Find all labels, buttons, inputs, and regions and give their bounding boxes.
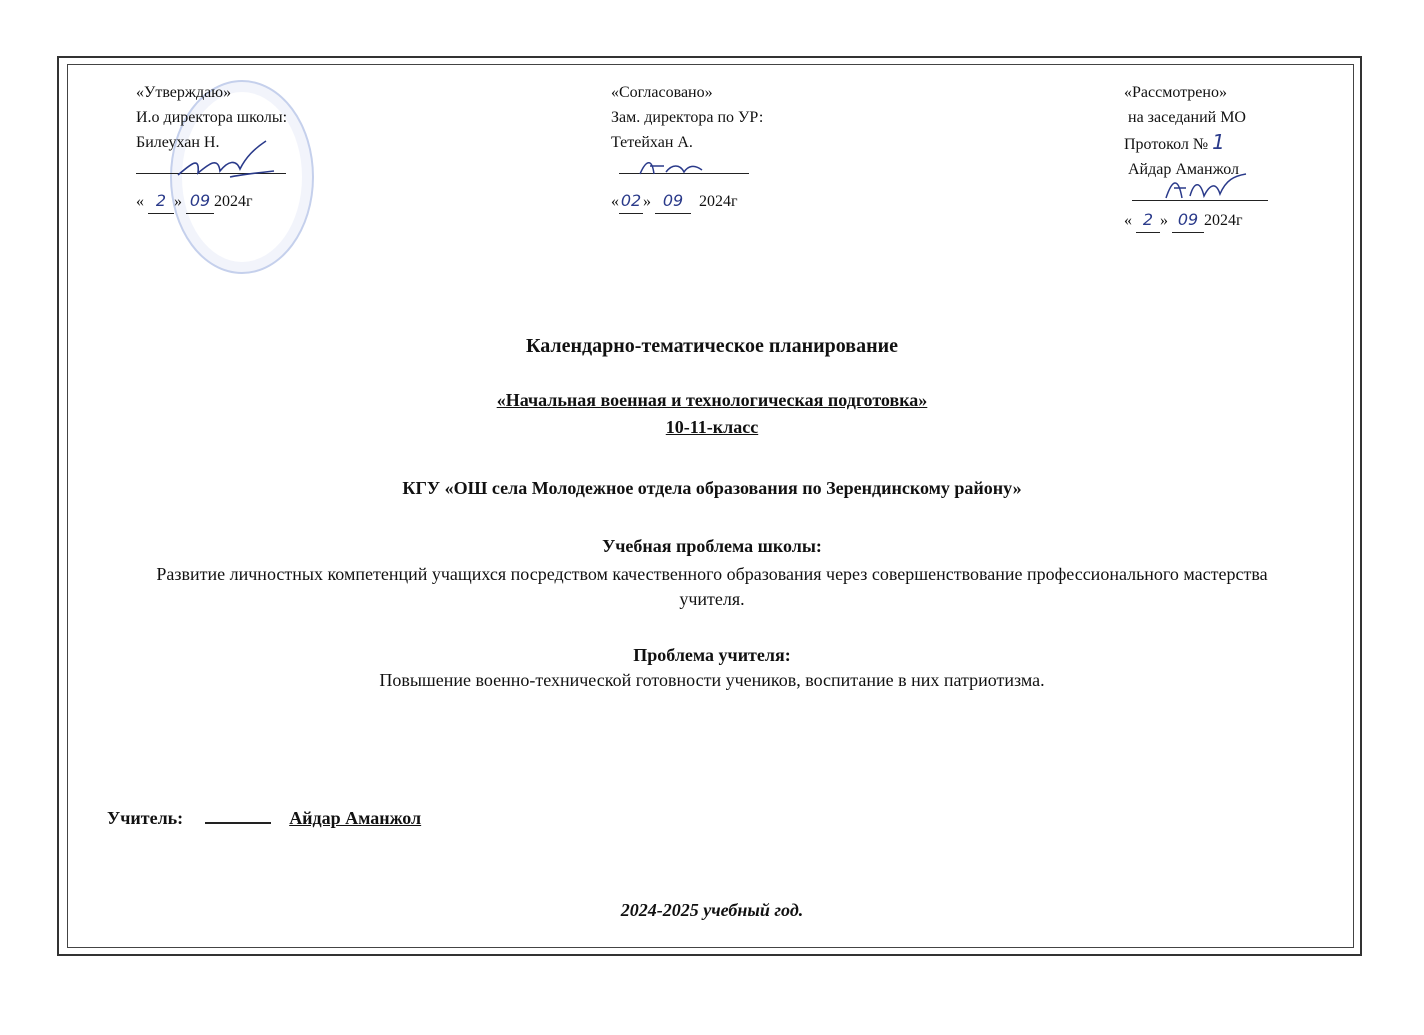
teacher-problem-heading: Проблема учителя: [633, 645, 791, 665]
approval-position: на заседаний МО [1128, 109, 1246, 126]
approval-position: Зам. директора по УР: [611, 109, 764, 126]
protocol-number: 1 [1212, 130, 1225, 154]
date-year: 2024г [1204, 212, 1243, 229]
date-month: 09 [655, 188, 691, 214]
school-problem-heading: Учебная проблема школы: [602, 536, 822, 556]
approval-heading: «Рассмотрено» [1124, 84, 1227, 101]
approval-name: Билеухан Н. [136, 134, 220, 151]
teacher-label: Учитель: [107, 808, 184, 828]
approval-name: Тетейхан А. [611, 134, 693, 151]
teacher-signature-line [205, 806, 271, 824]
date-close-quote: » [174, 193, 182, 210]
teacher-name: Айдар Аманжол [289, 808, 422, 828]
date-day: 2 [148, 188, 174, 214]
date-open-quote: « [611, 193, 619, 210]
date-year: 2024г [214, 193, 253, 210]
approval-name: Айдар Аманжол [1128, 161, 1240, 178]
school-name: КГУ «ОШ села Молодежное отдела образования по Зерендинскому району» [402, 478, 1022, 498]
date-open-quote: « [1124, 212, 1132, 229]
approval-position: И.о директора школы: [136, 109, 288, 126]
date-open-quote: « [136, 193, 144, 210]
approval-heading: «Согласовано» [611, 84, 713, 101]
approval-block-mo [1124, 80, 1268, 233]
director-signature [170, 135, 280, 190]
approval-block-deputy [611, 80, 763, 214]
subject-name: «Начальная военная и технологическая подготовка» [496, 390, 928, 410]
mo-signature [1160, 170, 1250, 204]
date-month: 09 [186, 188, 214, 214]
date-close-quote: » [1160, 212, 1168, 229]
teacher-problem-text: Повышение военно-технической готовности учеников, воспитание в них патриотизма. [379, 670, 1045, 690]
date-month: 09 [1172, 207, 1204, 233]
approval-heading: «Утверждаю» [136, 84, 232, 101]
protocol-label: Протокол № [1124, 136, 1209, 153]
deputy-signature [636, 152, 706, 182]
school-problem-text: Развитие личностных компетенций учащихся посредством качественного образования через совершенствование профессионального мастерства учителя. [156, 564, 1268, 609]
teacher-line [107, 806, 421, 829]
date-year: 2024г [699, 193, 738, 210]
document-title: Календарно-тематическое планирование [525, 335, 899, 357]
date-close-quote: » [643, 193, 651, 210]
date-day: 02 [619, 188, 643, 214]
date-day: 2 [1136, 207, 1160, 233]
academic-year: 2024-2025 учебный год. [620, 900, 804, 920]
grade-level: 10-11-класс [665, 417, 759, 437]
